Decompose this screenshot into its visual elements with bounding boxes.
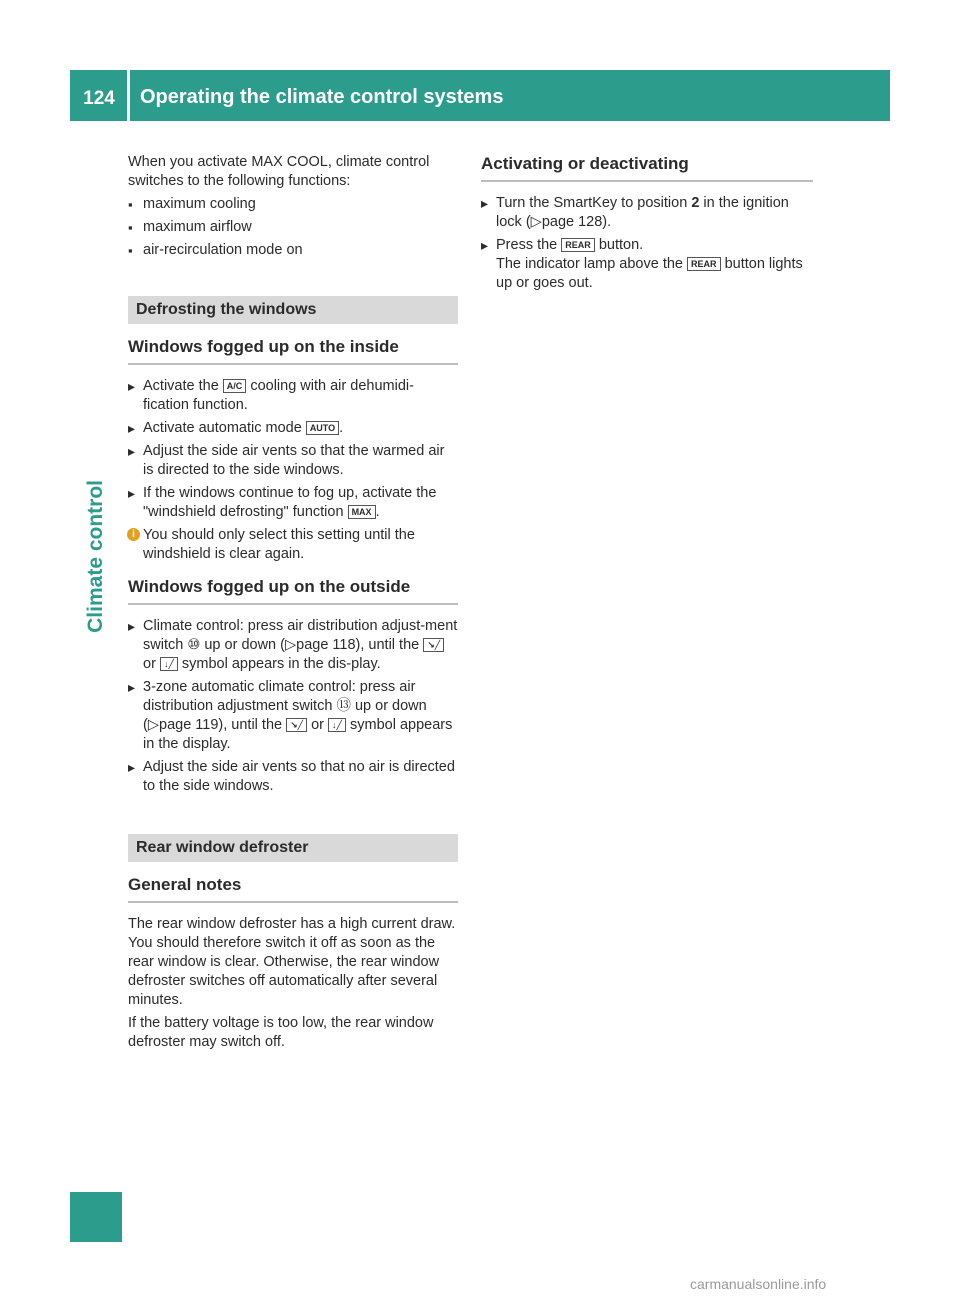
- airflow-windshield-footwell-icon: ↓╱: [328, 718, 346, 732]
- list-item: ▪ air-recirculation mode on: [128, 241, 458, 260]
- step-item: ▸ 3-zone automatic climate control: press air distribution adjustment switch ⑬ up or down (▷page 119), until the ↘╱ or ↓╱ symbol appears in the display.: [128, 678, 458, 754]
- list-item: ▪ maximum cooling: [128, 195, 458, 214]
- info-icon: i: [127, 528, 140, 541]
- header-divider: [127, 70, 130, 121]
- airflow-windshield-icon: ↘╱: [286, 718, 307, 732]
- switch-reference: ⑩: [187, 637, 201, 653]
- page-reference-arrow-icon: ▷: [147, 717, 159, 733]
- section-bar-rear: Rear window defroster: [128, 834, 458, 862]
- position-value: 2: [691, 195, 700, 211]
- chapter-title: Operating the climate control systems: [140, 86, 504, 108]
- watermark: carmanualsonline.info: [690, 1276, 827, 1292]
- subheading-activating: Activating or deactivating: [481, 153, 813, 182]
- intro-text: When you activate MAX COOL, climate control switches to the following functions:: [128, 154, 430, 189]
- windshield-defrost-icon: MAX: [348, 505, 376, 519]
- step-item: ▸ Turn the SmartKey to position 2 in the ignition lock (▷page 128).: [481, 194, 813, 232]
- info-note: i You should only select this setting until the windshield is clear again.: [128, 526, 458, 564]
- page-reference-arrow-icon: ▷: [530, 214, 542, 230]
- rear-defroster-icon: REAR: [561, 238, 595, 252]
- side-tab-marker: [70, 1192, 122, 1242]
- step-item: ▸ If the windows continue to fog up, activate the "windshield defrosting" function MAX .: [128, 484, 458, 522]
- step-item: ▸ Adjust the side air vents so that the warmed air is directed to the side windows.: [128, 442, 458, 480]
- paragraph: The rear window defroster has a high current draw. You should therefore switch it off as soon as the rear window is clear. Otherwise, the rear window defroster switches off automatically after several minutes.: [128, 916, 456, 1008]
- section-bar-defrost: Defrosting the windows: [128, 296, 458, 324]
- right-column: [481, 153, 813, 297]
- rear-defroster-icon: REAR: [687, 257, 721, 271]
- step-item: ▸ Activate the A/C cooling with air dehumidi-fication function.: [128, 377, 458, 415]
- step-item: ▸ Press the REAR button. The indicator lamp above the REAR button lights up or goes out.: [481, 236, 813, 293]
- step-item: ▸ Activate automatic mode AUTO .: [128, 419, 458, 438]
- step-item: ▸ Climate control: press air distribution adjust-ment switch ⑩ up or down (▷page 118), until the ↘╱ or ↓╱ symbol appears in the dis-play.: [128, 617, 458, 674]
- auto-button-icon: AUTO: [306, 421, 339, 435]
- page-reference-arrow-icon: ▷: [284, 637, 297, 653]
- side-tab-label: Climate control: [84, 480, 107, 633]
- subheading-general: General notes: [128, 874, 458, 903]
- left-column: [128, 153, 458, 1056]
- page-number: 124: [83, 88, 115, 109]
- switch-reference: ⑬: [336, 698, 351, 714]
- paragraph: If the battery voltage is too low, the rear window defroster may switch off.: [128, 1015, 434, 1050]
- list-item: ▪ maximum airflow: [128, 218, 458, 237]
- ac-button-icon: A/C: [223, 379, 247, 393]
- step-item: ▸ Adjust the side air vents so that no air is directed to the side windows.: [128, 758, 458, 796]
- subheading-inside: Windows fogged up on the inside: [128, 336, 458, 365]
- subheading-outside: Windows fogged up on the outside: [128, 576, 458, 605]
- airflow-windshield-footwell-icon: ↓╱: [160, 657, 178, 671]
- airflow-windshield-icon: ↘╱: [423, 638, 444, 652]
